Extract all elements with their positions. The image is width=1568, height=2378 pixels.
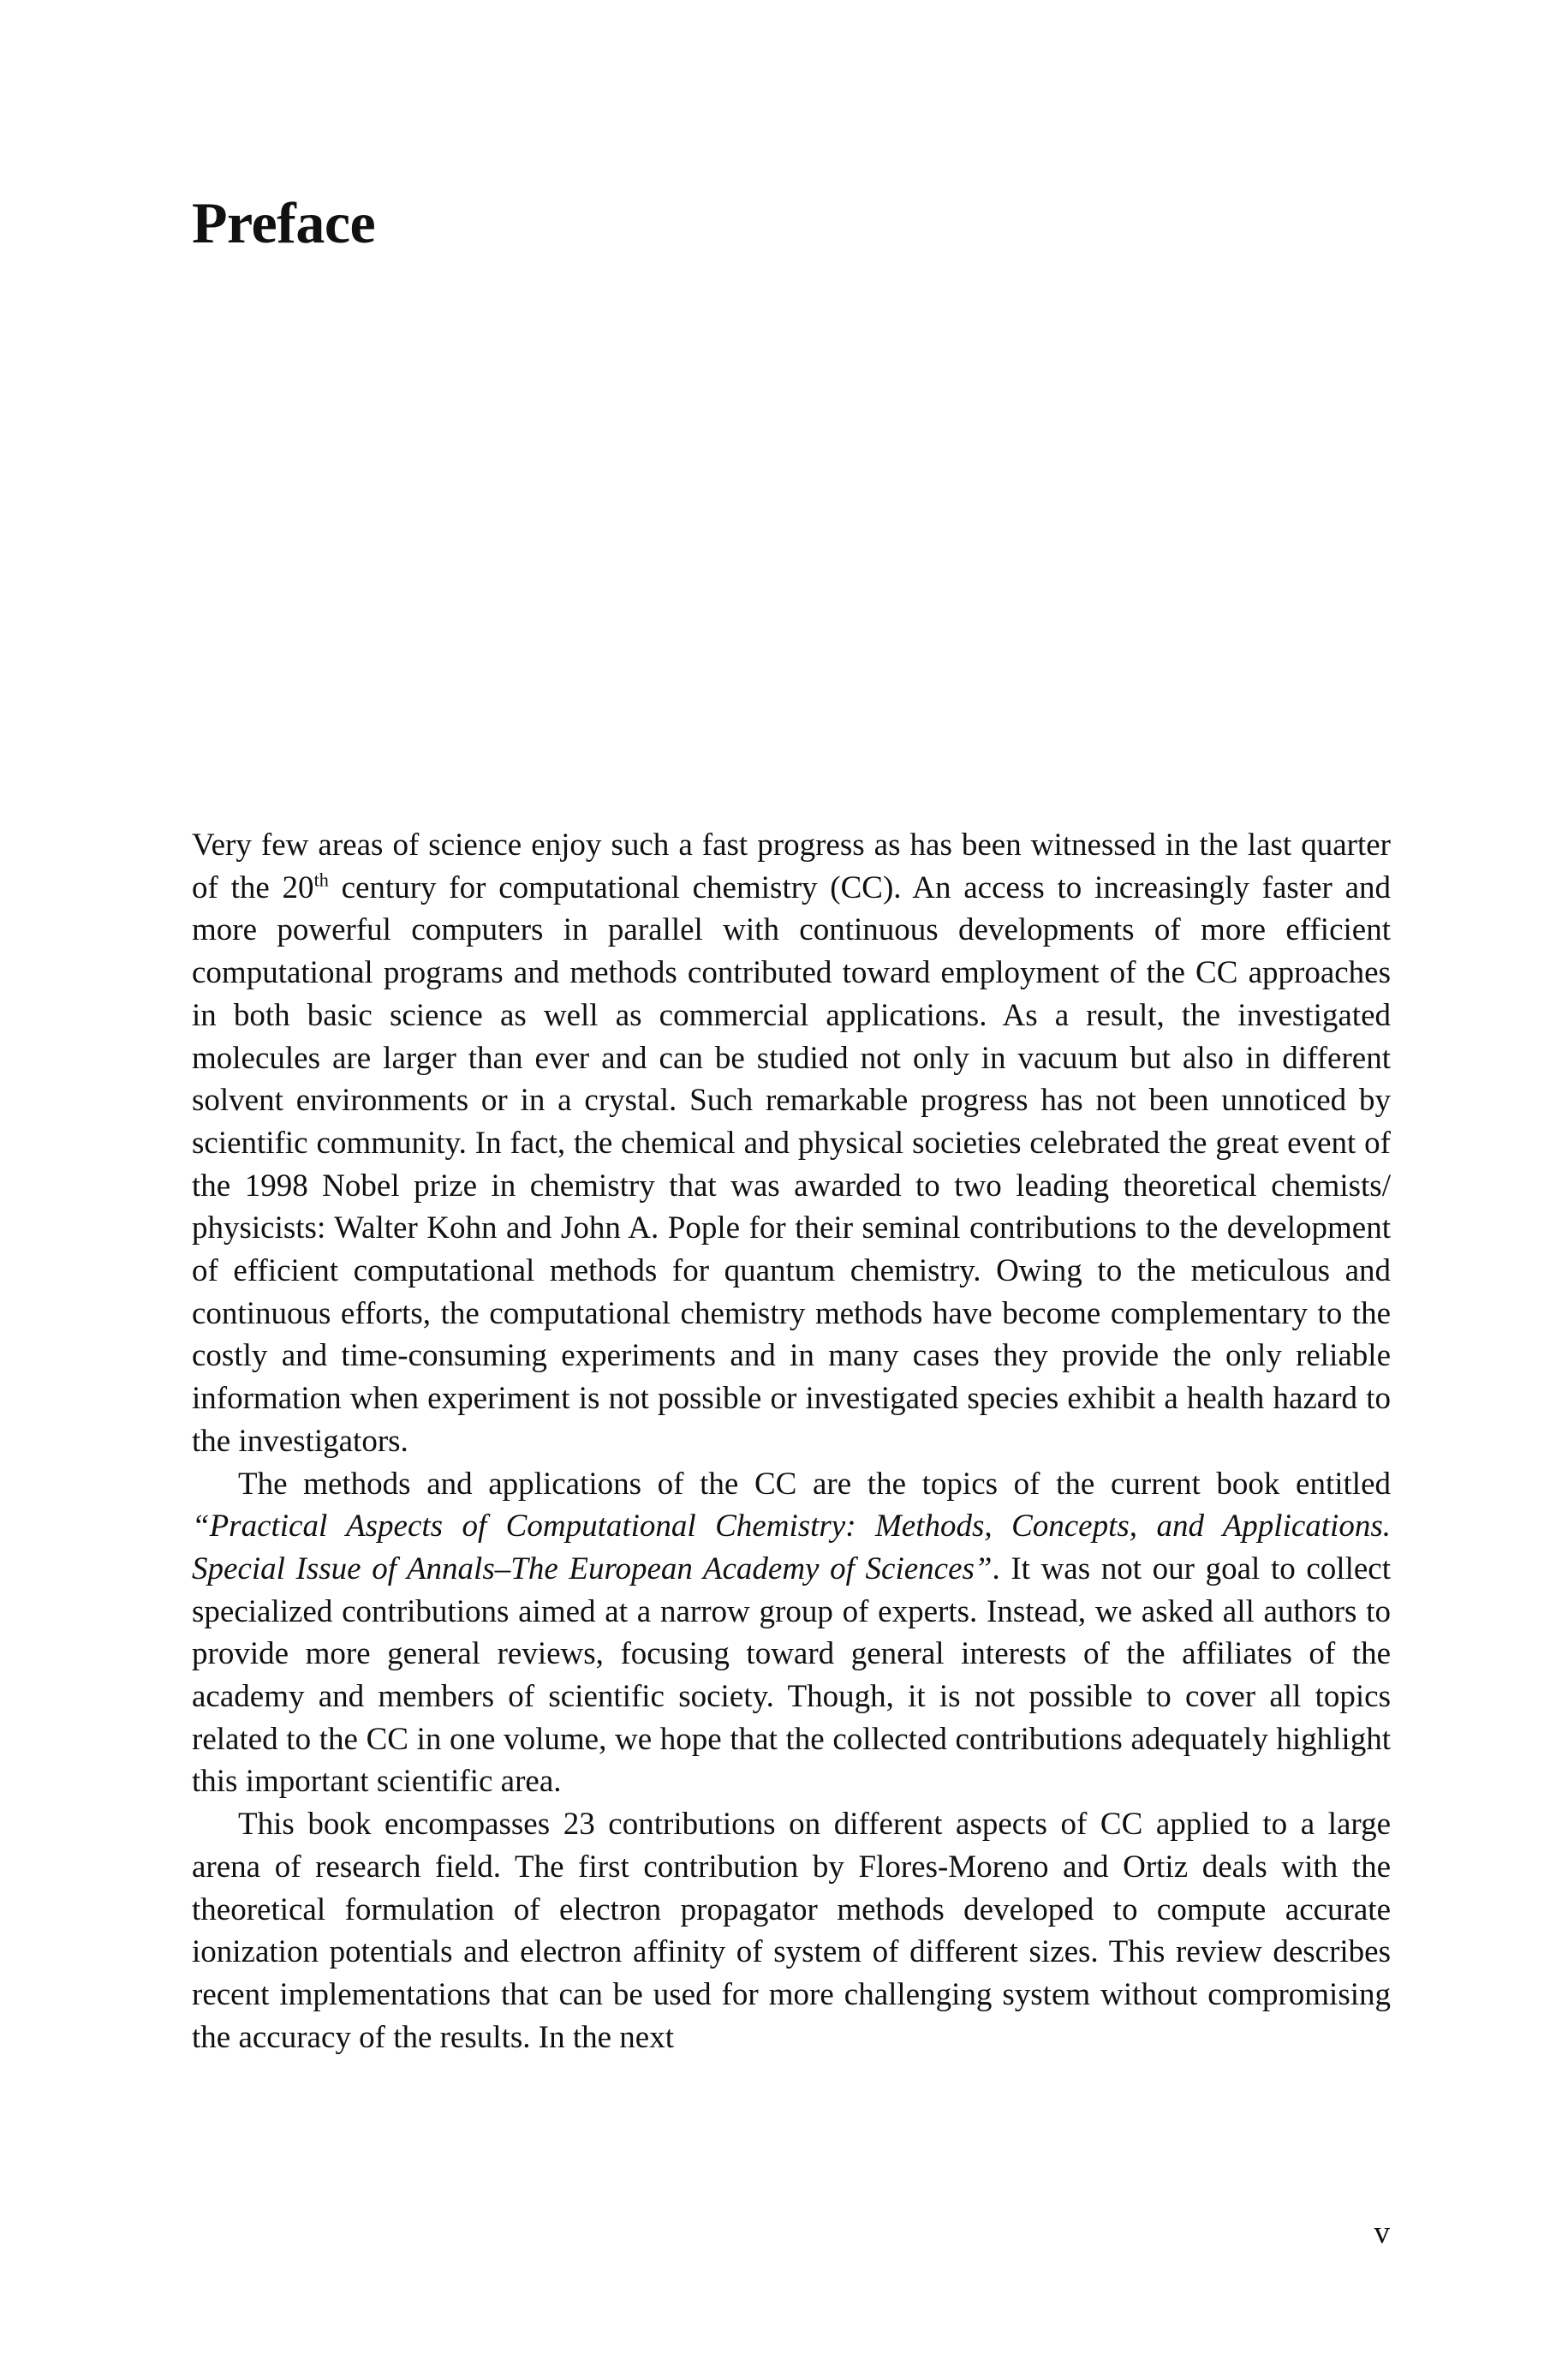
paragraph-2-text-b: . It was not our goal to collect specialized contributions aimed at a narrow group of experts. Instead, we asked all authors to provide more general reviews, focusing toward general interests of the affiliates of the academy and members of scientific society. Though, it is not possible to cover all topics related to the CC in one volume, we hope that the collected contributions adequately highlight this important scientific area. <box>192 1550 1391 1800</box>
book-title-italic: “Practical Aspects of Computational Chemistry: Methods, Concepts, and Applications. Special Issue of Annals–The European Academy of Sciences” <box>192 1509 1391 1586</box>
ordinal-superscript: th <box>313 869 329 891</box>
paragraph-3-text: This book encompasses 23 contributions on different aspects of CC applied to a large arena of research field. The first contribution by Flores-Moreno and Ortiz deals with the theoretical formulation of electron propagator methods developed to compute accurate ionization potentials and electron affinity of system of different sizes. This review describes recent implementations that can be used for more challenging system without compromising the accuracy of the results. In the next <box>192 1807 1391 2055</box>
page-number: v <box>1374 2215 1390 2250</box>
paragraph-2 <box>192 1463 1391 1804</box>
preface-body <box>192 824 1391 2058</box>
paragraph-1-text-b: century for computational chemistry (CC). An access to increasingly faster and more powerful computers in parallel with continuous developments of more efficient computational programs and methods contributed toward employment of the CC approaches in both basic science as well as commercial applications. As a result, the investigated molecules are larger than ever and can be studied not only in vacuum but also in different solvent environments or in a crystal. Such remarkable progress has not been unnoticed by scientific community. In fact, the chemical and physical societies celebrated the great event of the 1998 Nobel prize in chemistry that was awarded to two leading theoretical chemists/​physicists: Walter Kohn and John A. Pople for their seminal contributions to the development of efficient computational methods for quantum chemistry. Owing to the meticulous and continuous efforts, the computational chemistry methods have become complementary to the costly and time-consuming experiments and in many cases they provide the only reliable information when experiment is not possible or investigated species exhibit a health hazard to the investigators. <box>192 869 1391 1459</box>
paragraph-1 <box>192 824 1391 1463</box>
page-title: Preface <box>192 190 376 255</box>
paragraph-3 <box>192 1803 1391 2058</box>
paragraph-1-text-a: Very few areas of science enjoy such a fast progress as has been witnessed in the last quarter of the 20 <box>192 828 1391 905</box>
paragraph-2-text-a: The methods and applications of the CC are the topics of the current book entitled <box>238 1466 1391 1502</box>
